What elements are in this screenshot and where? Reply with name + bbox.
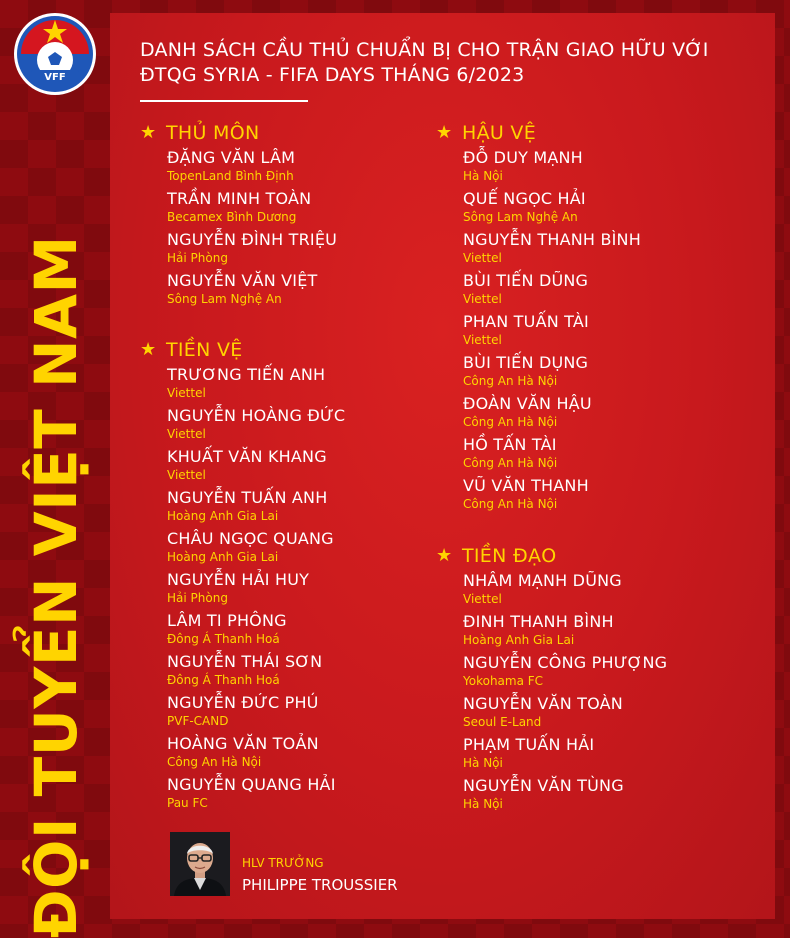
player-name: TRƯƠNG TIẾN ANH <box>167 365 326 384</box>
star-icon: ★ <box>436 122 453 143</box>
player-item <box>436 694 667 735</box>
player-item <box>436 476 641 517</box>
player-item <box>436 735 667 776</box>
player-name: TRẦN MINH TOÀN <box>167 189 312 208</box>
player-item <box>140 488 345 529</box>
player-name: NHÂM MẠNH DŨNG <box>463 571 622 590</box>
section-header <box>436 541 667 571</box>
player-name: NGUYỄN VĂN VIỆT <box>167 271 318 290</box>
player-name: NGUYỄN VĂN TOÀN <box>463 694 623 713</box>
player-club: PVF-CAND <box>167 714 229 728</box>
title-divider <box>140 100 308 102</box>
player-item <box>140 148 337 189</box>
player-club: Pau FC <box>167 796 208 810</box>
player-name: NGUYỄN THÁI SƠN <box>167 652 323 671</box>
section-title: HẬU VỆ <box>462 122 537 144</box>
section-title: TIỀN ĐẠO <box>462 545 557 567</box>
coach-portrait-icon <box>170 832 230 896</box>
section-midfielders <box>140 335 345 816</box>
player-club: Yokohama FC <box>463 674 544 688</box>
player-item <box>140 406 345 447</box>
player-item <box>140 570 345 611</box>
star-icon: ★ <box>436 545 453 566</box>
player-club: Hải Phòng <box>167 591 228 605</box>
coach-name: PHILIPPE TROUSSIER <box>242 876 398 894</box>
player-name: ĐẶNG VĂN LÂM <box>167 148 296 167</box>
player-item <box>140 230 337 271</box>
player-item <box>140 734 345 775</box>
coach-role: HLV TRƯỞNG <box>242 856 324 870</box>
section-defenders <box>436 118 641 517</box>
section-forwards <box>436 541 667 817</box>
coach-avatar <box>170 832 230 896</box>
player-club: Công An Hà Nội <box>463 456 558 470</box>
player-name: NGUYỄN ĐÌNH TRIỆU <box>167 230 338 249</box>
star-icon: ★ <box>140 122 157 143</box>
player-name: HOÀNG VĂN TOẢN <box>167 734 319 753</box>
player-name: NGUYỄN TUẤN ANH <box>167 488 328 507</box>
player-item <box>140 611 345 652</box>
player-club: Viettel <box>167 468 206 482</box>
player-name: BÙI TIẾN DŨNG <box>463 271 589 290</box>
player-name: BÙI TIẾN DỤNG <box>463 353 589 372</box>
player-item <box>436 612 667 653</box>
player-item <box>436 230 641 271</box>
player-name: NGUYỄN QUANG HẢI <box>167 775 336 794</box>
player-name: ĐỖ DUY MẠNH <box>463 148 583 167</box>
player-club: Hà Nội <box>463 797 503 811</box>
player-name: NGUYỄN HOÀNG ĐỨC <box>167 406 346 425</box>
player-name: NGUYỄN CÔNG PHƯỢNG <box>463 653 668 672</box>
section-title: TIỀN VỆ <box>166 339 243 361</box>
player-name: HỒ TẤN TÀI <box>463 435 557 454</box>
player-item <box>436 394 641 435</box>
player-item <box>140 652 345 693</box>
page-title <box>140 38 740 88</box>
player-item <box>140 529 345 570</box>
player-name: QUẾ NGỌC HẢI <box>463 189 586 208</box>
section-header <box>436 118 641 148</box>
player-item <box>436 353 641 394</box>
player-name: PHAN TUẤN TÀI <box>463 312 589 331</box>
player-club: Đông Á Thanh Hoá <box>167 632 280 646</box>
player-item <box>140 271 337 312</box>
player-club: Viettel <box>463 333 502 347</box>
player-club: Hoàng Anh Gia Lai <box>463 633 575 647</box>
player-club: Viettel <box>167 427 206 441</box>
player-item <box>140 189 337 230</box>
player-name: NGUYỄN HẢI HUY <box>167 570 310 589</box>
section-header <box>140 118 337 148</box>
player-club: Hoàng Anh Gia Lai <box>167 550 279 564</box>
section-header <box>140 335 345 365</box>
player-name: PHẠM TUẤN HẢI <box>463 735 595 754</box>
player-name: NGUYỄN VĂN TÙNG <box>463 776 624 795</box>
vff-logo <box>13 12 97 96</box>
vertical-team-title: ĐỘI TUYỂN VIỆT NAM <box>22 235 90 938</box>
player-club: Công An Hà Nội <box>463 374 558 388</box>
player-club: Becamex Bình Dương <box>167 210 297 224</box>
player-item <box>436 312 641 353</box>
player-item <box>140 365 345 406</box>
player-club: Hà Nội <box>463 169 503 183</box>
star-icon: ★ <box>140 339 157 360</box>
player-item <box>436 571 667 612</box>
player-name: LÂM TI PHÔNG <box>167 611 287 630</box>
player-name: ĐOÀN VĂN HẬU <box>463 394 592 413</box>
player-club: Viettel <box>167 386 206 400</box>
player-name: ĐINH THANH BÌNH <box>463 612 614 631</box>
player-name: CHÂU NGỌC QUANG <box>167 529 334 548</box>
title-line-1: DANH SÁCH CẦU THỦ CHUẨN BỊ CHO TRẬN GIAO HỮU VỚI <box>140 39 709 61</box>
player-item <box>436 148 641 189</box>
player-item <box>436 435 641 476</box>
player-item <box>140 447 345 488</box>
player-club: Sông Lam Nghệ An <box>167 292 282 306</box>
player-club: Hải Phòng <box>167 251 228 265</box>
player-club: Sông Lam Nghệ An <box>463 210 578 224</box>
section-goalkeepers <box>140 118 337 312</box>
player-name: NGUYỄN THANH BÌNH <box>463 230 641 249</box>
title-line-2: ĐTQG SYRIA - FIFA DAYS THÁNG 6/2023 <box>140 64 525 86</box>
player-name: VŨ VĂN THANH <box>463 476 589 495</box>
player-item <box>436 776 667 817</box>
player-name: NGUYỄN ĐỨC PHÚ <box>167 693 319 712</box>
logo-text: VFF <box>44 72 66 83</box>
player-item <box>140 693 345 734</box>
section-title: THỦ MÔN <box>166 122 260 144</box>
player-item <box>436 189 641 230</box>
player-club: Viettel <box>463 292 502 306</box>
player-item <box>436 271 641 312</box>
player-club: Đông Á Thanh Hoá <box>167 673 280 687</box>
player-item <box>436 653 667 694</box>
player-name: KHUẤT VĂN KHANG <box>167 447 327 466</box>
player-club: Viettel <box>463 592 502 606</box>
player-club: Hoàng Anh Gia Lai <box>167 509 279 523</box>
player-club: Hà Nội <box>463 756 503 770</box>
player-item <box>140 775 345 816</box>
player-club: TopenLand Bình Định <box>167 169 294 183</box>
player-club: Viettel <box>463 251 502 265</box>
player-club: Công An Hà Nội <box>167 755 262 769</box>
player-club: Công An Hà Nội <box>463 415 558 429</box>
player-club: Seoul E-Land <box>463 715 542 729</box>
vff-emblem-icon <box>13 12 97 96</box>
player-club: Công An Hà Nội <box>463 497 558 511</box>
